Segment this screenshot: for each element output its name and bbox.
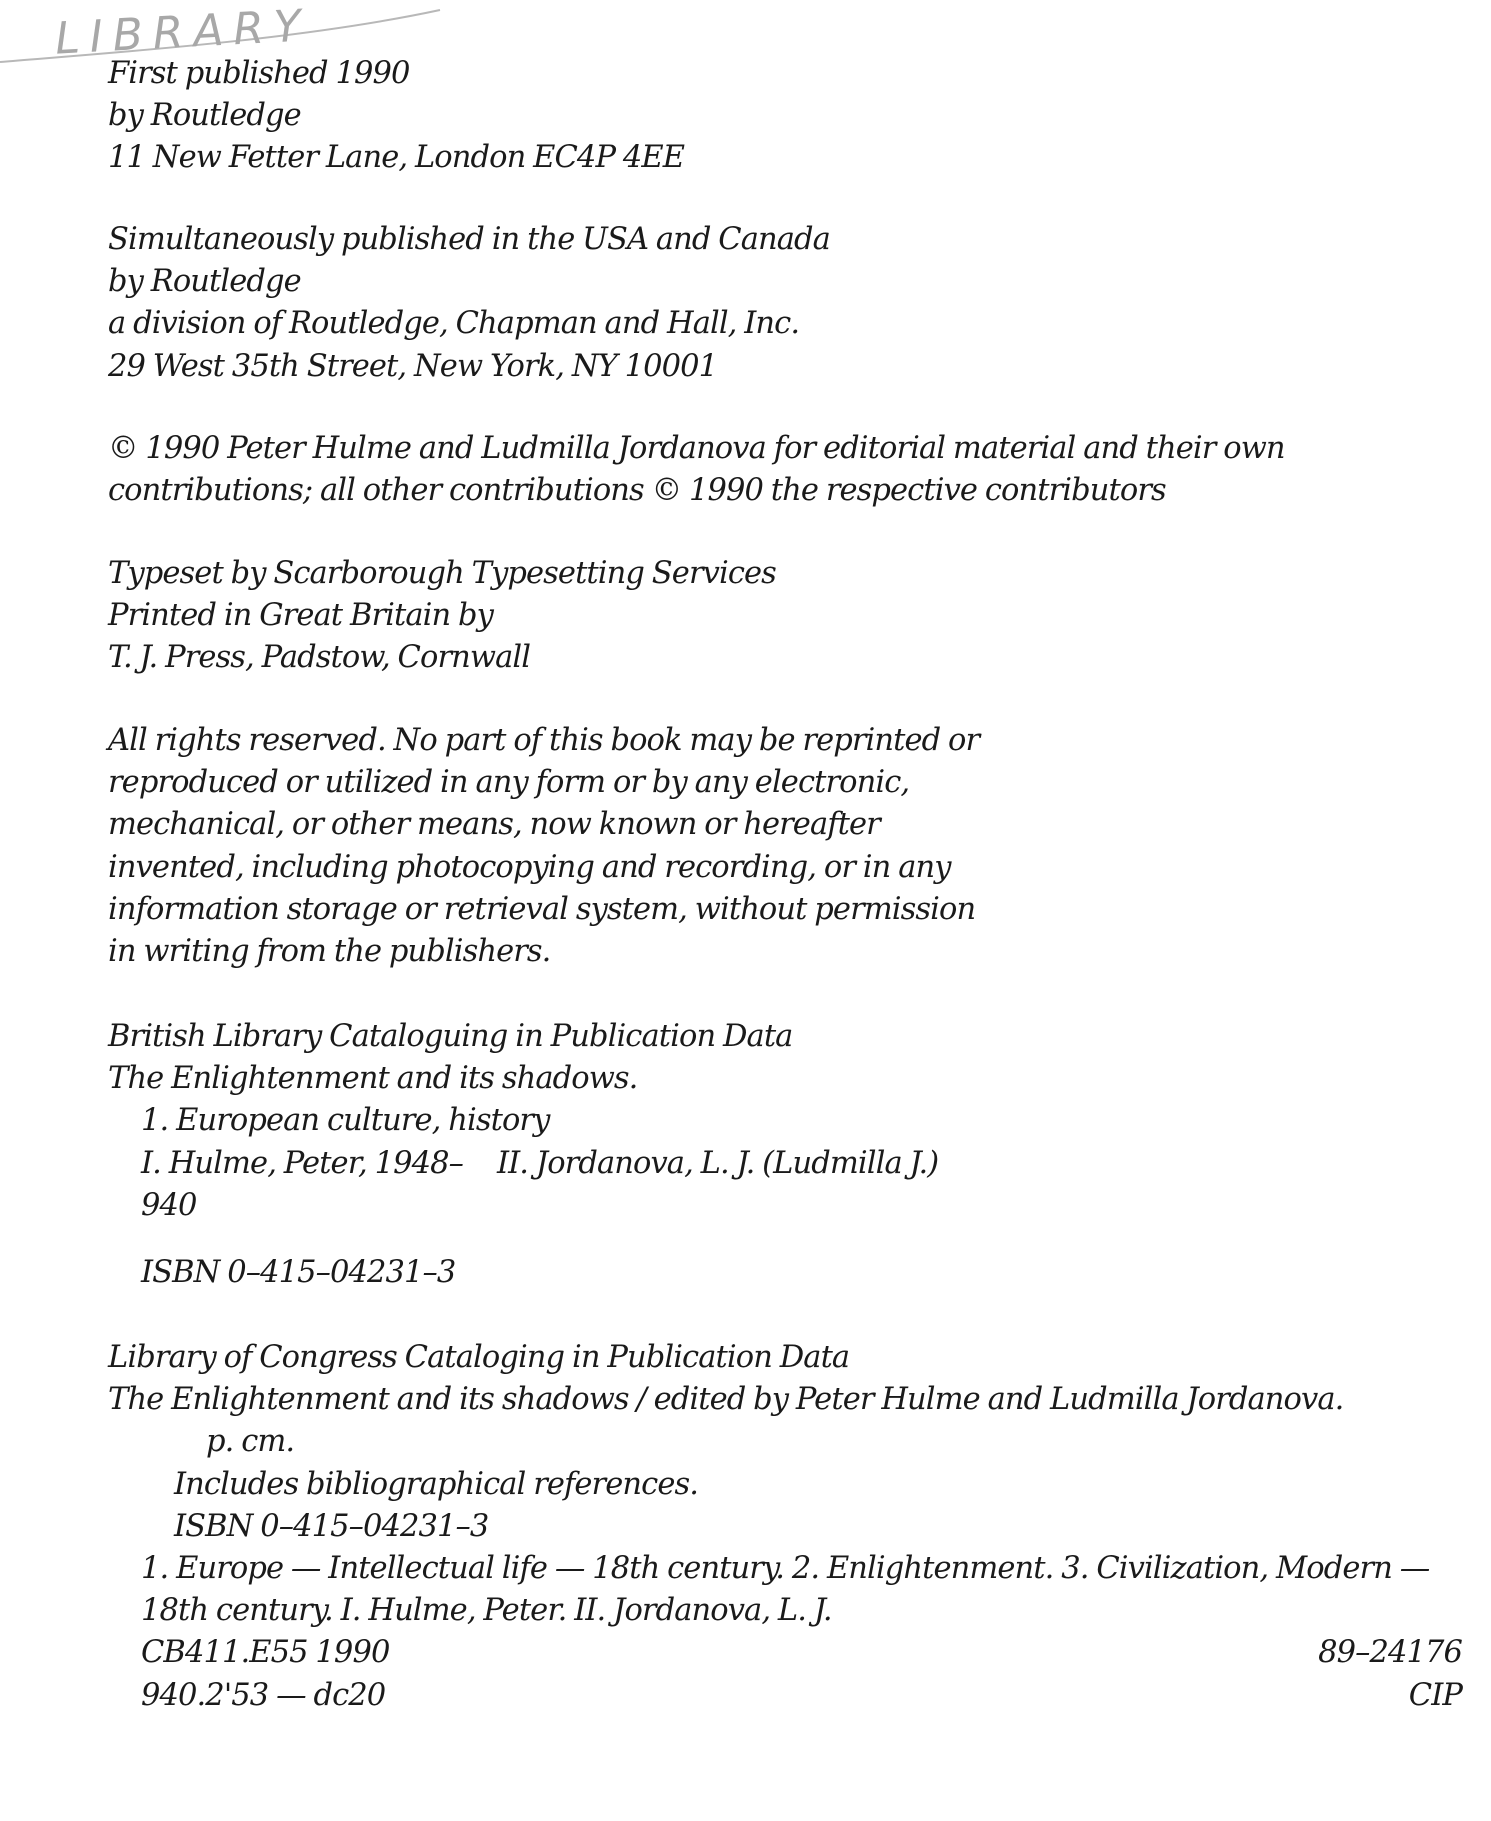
library-stamp-text: LIBRARY — [53, 0, 313, 65]
usa-line: a division of Routledge, Chapman and Hall, Inc. — [108, 306, 800, 342]
usa-line: by Routledge — [108, 264, 301, 300]
rights-line: reproduced or utilized in any form or by any electronic, — [108, 765, 910, 801]
rights-line: invented, including photocopying and recording, or in any — [108, 849, 951, 885]
bl-entries — [108, 1143, 938, 1185]
publisher-line: First published 1990 — [108, 56, 410, 91]
publisher-line: by Routledge — [108, 98, 301, 134]
british-library-cip — [108, 1016, 938, 1294]
bl-subject: 1. European culture, history — [141, 1103, 550, 1139]
loc-cip — [108, 1337, 1462, 1717]
loc-subjects: 1. Europe — Intellectual life — 18th century. 2. Enlightenment. 3. Civilization, Modern — — [141, 1550, 1430, 1586]
bl-heading: British Library Cataloguing in Publication Data — [108, 1019, 793, 1054]
rights-line: All rights reserved. No part of this book may be reprinted or — [108, 723, 980, 758]
loc-subjects-cont: 18th century. I. Hulme, Peter. II. Jordanova, L. J. — [141, 1593, 832, 1629]
usa-publisher-block — [108, 219, 830, 388]
bl-isbn: ISBN 0–415–04231–3 — [141, 1254, 456, 1290]
loc-call-row — [108, 1632, 1462, 1674]
rights-line: information storage or retrieval system, without permission — [108, 891, 976, 927]
loc-cip-label: CIP — [1408, 1677, 1462, 1713]
loc-includes: Includes bibliographical references. — [174, 1466, 699, 1502]
bl-entry-hulme: I. Hulme, Peter, 1948– — [141, 1145, 463, 1181]
printing-line: Printed in Great Britain by — [108, 598, 493, 634]
bl-title: The Enlightenment and its shadows. — [108, 1061, 638, 1097]
loc-dewey-row — [108, 1675, 1462, 1717]
loc-call-number: CB411.E55 1990 — [141, 1635, 390, 1671]
loc-dewey: 940.2'53 — dc20 — [141, 1677, 386, 1713]
bl-entry-jordanova: II. Jordanova, L. J. (Ludmilla J.) — [497, 1145, 939, 1181]
bl-class: 940 — [141, 1187, 197, 1223]
printing-line: T. J. Press, Padstow, Cornwall — [108, 640, 531, 676]
copyright-line: © 1990 Peter Hulme and Ludmilla Jordanova for editorial material and their own — [108, 431, 1285, 466]
rights-block — [108, 720, 979, 973]
loc-pages: p. cm. — [206, 1424, 295, 1460]
usa-line: Simultaneously published in the USA and Canada — [108, 222, 830, 257]
printing-block — [108, 553, 776, 680]
copyright-block — [108, 428, 1285, 512]
loc-heading: Library of Congress Cataloging in Publication Data — [108, 1340, 850, 1375]
loc-record-number: 89–24176 — [1318, 1635, 1462, 1671]
copyright-line: contributions; all other contributions © 1990 the respective contributors — [108, 473, 1166, 509]
loc-isbn: ISBN 0–415–04231–3 — [174, 1508, 489, 1544]
printing-line: Typeset by Scarborough Typesetting Services — [108, 556, 776, 591]
usa-line: 29 West 35th Street, New York, NY 10001 — [108, 348, 718, 384]
rights-line: mechanical, or other means, now known or hereafter — [108, 807, 880, 843]
rights-line: in writing from the publishers. — [108, 933, 551, 969]
publisher-line: 11 New Fetter Lane, London EC4P 4EE — [108, 140, 685, 176]
loc-title: The Enlightenment and its shadows / edited by Peter Hulme and Ludmilla Jordanova. — [108, 1382, 1344, 1418]
publisher-block — [108, 53, 684, 180]
